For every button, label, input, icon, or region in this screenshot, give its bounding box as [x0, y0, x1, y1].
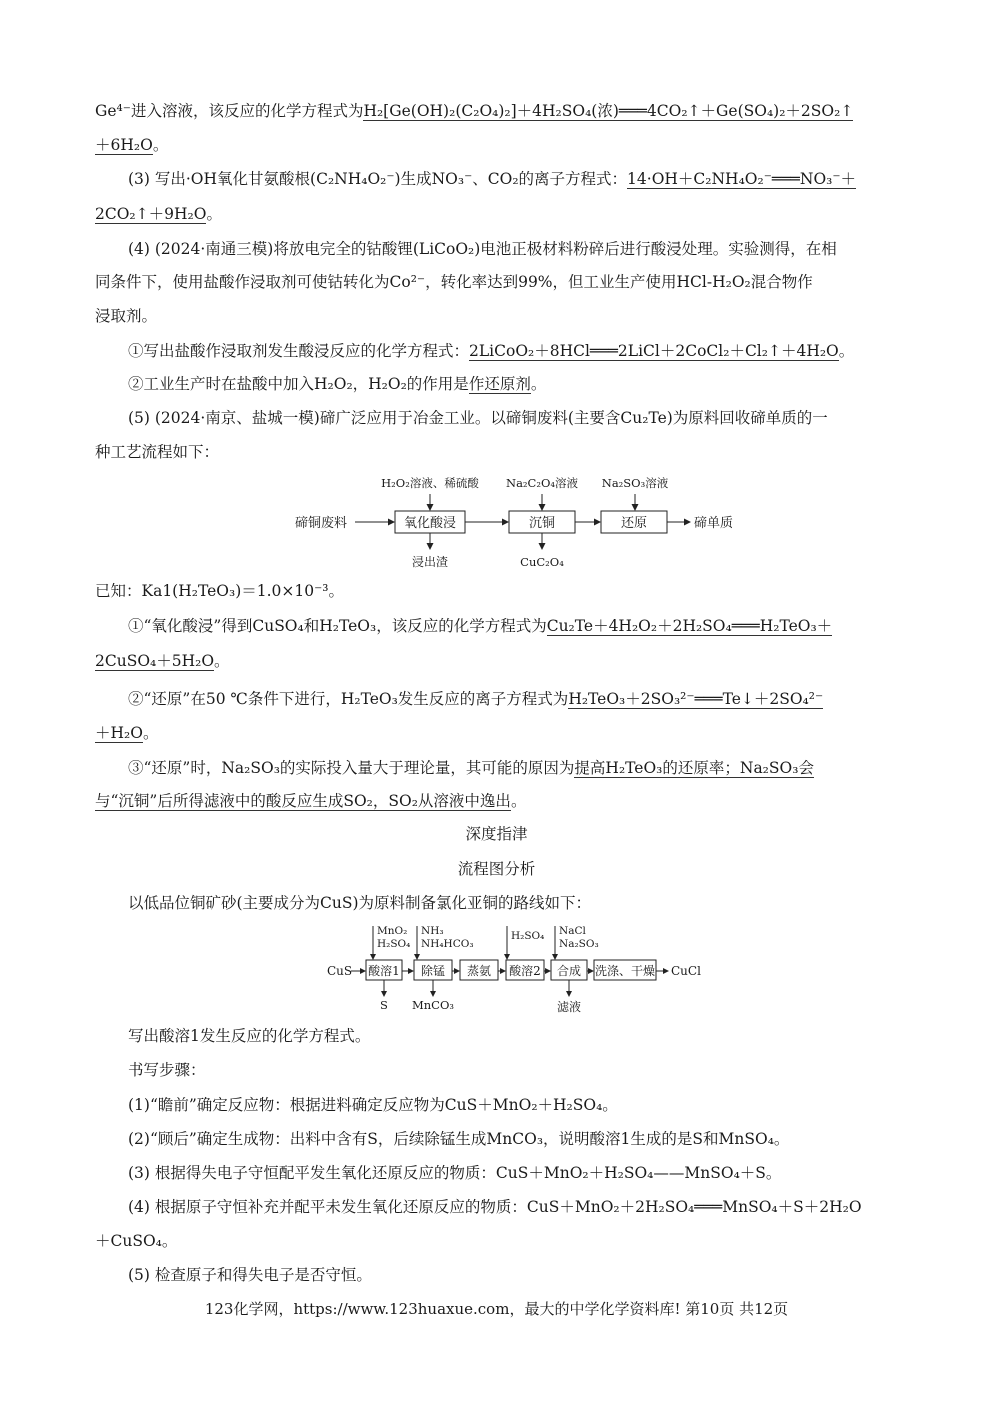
- text-line: 同条件下，使用盐酸作浸取剂可使钴转化为Co²⁻，转化率达到99%，但工业生产使用HCl-H₂O₂混合物作: [95, 273, 813, 291]
- flow2-in1b: H₂SO₄: [377, 938, 411, 950]
- text-line: 书写步骤：: [128, 1061, 206, 1079]
- flow1-box2-label: 沉铜: [528, 516, 556, 531]
- text-line: ①“氧化酸浸”得到CuSO₄和H₂TeO₃，该反应的化学方程式为Cu₂Te＋4H₂O₂＋2H₂SO₄═══H₂TeO₃＋: [128, 617, 833, 635]
- text-line: (5) (2024·南京、盐城一模)碲广泛应用于冶金工业。以碲铜废料(主要含Cu₂Te)为原料回收碲单质的一: [128, 409, 828, 427]
- flow2-box5-label: 合成: [556, 964, 582, 978]
- text-line: 浸取剂。: [95, 307, 158, 325]
- flow1-product: 碲单质: [694, 516, 734, 531]
- text-line: ＋H₂O。: [95, 724, 159, 742]
- flow2-out1: S: [380, 998, 388, 1012]
- answer-underline: H₂[Ge(OH)₂(C₂O₄)₂]＋4H₂SO₄(浓)═══4CO₂↑＋Ge(SO₄)₂＋2SO₂↑: [363, 102, 854, 120]
- text-line: ③“还原”时，Na₂SO₃的实际投入量大于理论量，其可能的原因为提高H₂TeO₃的还原率；Na₂SO₃会: [128, 759, 814, 777]
- text-line: 2CuSO₄＋5H₂O。: [95, 652, 230, 670]
- answer-underline: Cu₂Te＋4H₂O₂＋2H₂SO₄═══H₂TeO₃＋: [546, 617, 833, 635]
- flow2-box1-label: 酸溶1: [368, 964, 400, 978]
- answer-underline: H₂TeO₃＋2SO₃²⁻═══Te↓＋2SO₄²⁻: [568, 690, 824, 708]
- flow2-box6-label: 洗涤、干燥: [594, 964, 656, 978]
- flow1-box3-label: 还原: [620, 516, 648, 531]
- flow2-in5b: Na₂SO₃: [559, 938, 599, 950]
- text-line: (1)“瞻前”确定反应物：根据进料确定反应物为CuS＋MnO₂＋H₂SO₄。: [128, 1096, 618, 1114]
- flow2-box4-label: 酸溶2: [509, 964, 541, 978]
- flow2-box2-label: 除锰: [420, 964, 446, 978]
- text-line: Ge⁴⁻进入溶液，该反应的化学方程式为H₂[Ge(OH)₂(C₂O₄)₂]＋4H₂SO₄(浓)═══4CO₂↑＋Ge(SO₄)₂＋2SO₂↑: [95, 102, 854, 120]
- text-line: (3) 写出·OH氧化甘氨酸根(C₂NH₄O₂⁻)生成NO₃⁻、CO₂的离子方程式：14·OH＋C₂NH₄O₂⁻═══NO₃⁻＋: [128, 170, 857, 188]
- text-line: (3) 根据得失电子守恒配平发生氧化还原反应的物质：CuS＋MnO₂＋H₂SO₄——MnSO₄＋S。: [128, 1164, 782, 1182]
- text-line: ＋6H₂O。: [95, 136, 169, 154]
- flow1-in3: Na₂SO₃溶液: [601, 476, 669, 490]
- text-line: 与“沉铜”后所得滤液中的酸反应生成SO₂，SO₂从溶液中逸出。: [95, 792, 527, 810]
- tellurium-process-flowchart: [290, 470, 750, 575]
- text-line: (5) 检查原子和得失电子是否守恒。: [128, 1266, 372, 1284]
- flow2-out2: MnCO₃: [411, 998, 455, 1012]
- text-line: 种工艺流程如下：: [95, 443, 220, 461]
- flow2-out5: 滤液: [556, 1000, 582, 1014]
- flow1-out1: 浸出渣: [411, 555, 449, 569]
- text-line: ②“还原”在50 ℃条件下进行，H₂TeO₃发生反应的离子方程式为H₂TeO₃＋2SO₃²⁻═══Te↓＋2SO₄²⁻: [128, 690, 824, 708]
- flow2-in2b: NH₄HCO₃: [421, 938, 474, 950]
- section-subheading: 流程图分析: [457, 860, 536, 878]
- text-line: 以低品位铜矿砂(主要成分为CuS)为原料制备氯化亚铜的路线如下：: [128, 894, 592, 912]
- text-line: ②工业生产时在盐酸中加入H₂O₂，H₂O₂的作用是作还原剂。: [128, 375, 547, 393]
- flow1-in2: Na₂C₂O₄溶液: [506, 476, 578, 490]
- text-line: 已知：Ka1(H₂TeO₃)＝1.0×10⁻³。: [95, 582, 344, 600]
- text-line: (2)“顾后”确定生成物：出料中含有S，后续除锰生成MnCO₃，说明酸溶1生成的是S和MnSO₄。: [128, 1130, 790, 1148]
- flow2-product: CuCl: [671, 964, 701, 978]
- text-line: (4) (2024·南通三模)将放电完全的钴酸锂(LiCoO₂)电池正极材料粉碎后进行酸浸处理。实验测得，在相: [128, 240, 837, 258]
- text-line: 2CO₂↑＋9H₂O。: [95, 205, 222, 223]
- text-line: ①写出盐酸作浸取剂发生酸浸反应的化学方程式：2LiCoO₂＋8HCl═══2LiCl＋2CoCl₂＋Cl₂↑＋4H₂O。: [128, 342, 855, 360]
- flow1-box1-label: 氧化酸浸: [403, 516, 457, 531]
- cucl-process-flowchart: [325, 922, 710, 1017]
- page-footer: 123化学网，https://www.123huaxue.com，最大的中学化学资料库! 第10页 共12页: [204, 1300, 789, 1318]
- answer-underline: 14·OH＋C₂NH₄O₂⁻═══NO₃⁻＋: [627, 170, 857, 188]
- flow1-feed: 碲铜废料: [295, 516, 348, 531]
- section-heading: 深度指津: [465, 825, 528, 843]
- text-line: (4) 根据原子守恒补充并配平未发生氧化还原反应的物质：CuS＋MnO₂＋2H₂SO₄═══MnSO₄＋S＋2H₂O: [128, 1198, 862, 1216]
- flow2-in5a: NaCl: [559, 925, 586, 937]
- flow2-in4: H₂SO₄: [511, 930, 545, 942]
- flow2-in1a: MnO₂: [377, 925, 408, 937]
- flow1-out2: CuC₂O₄: [520, 555, 564, 569]
- flow2-feed: CuS: [327, 964, 353, 978]
- answer-underline: 作还原剂: [468, 375, 531, 393]
- flow2-box3-label: 蒸氨: [466, 964, 492, 978]
- text-line: 写出酸溶1发生反应的化学方程式。: [128, 1027, 371, 1045]
- answer-underline: 2LiCoO₂＋8HCl═══2LiCl＋2CoCl₂＋Cl₂↑＋4H₂O: [469, 342, 839, 360]
- answer-underline: 提高H₂TeO₃的还原率；Na₂SO₃会: [574, 759, 814, 777]
- text-line: ＋CuSO₄。: [95, 1232, 178, 1250]
- flow1-in1: H₂O₂溶液、稀硫酸: [381, 476, 479, 490]
- flow2-in2a: NH₃: [421, 925, 444, 937]
